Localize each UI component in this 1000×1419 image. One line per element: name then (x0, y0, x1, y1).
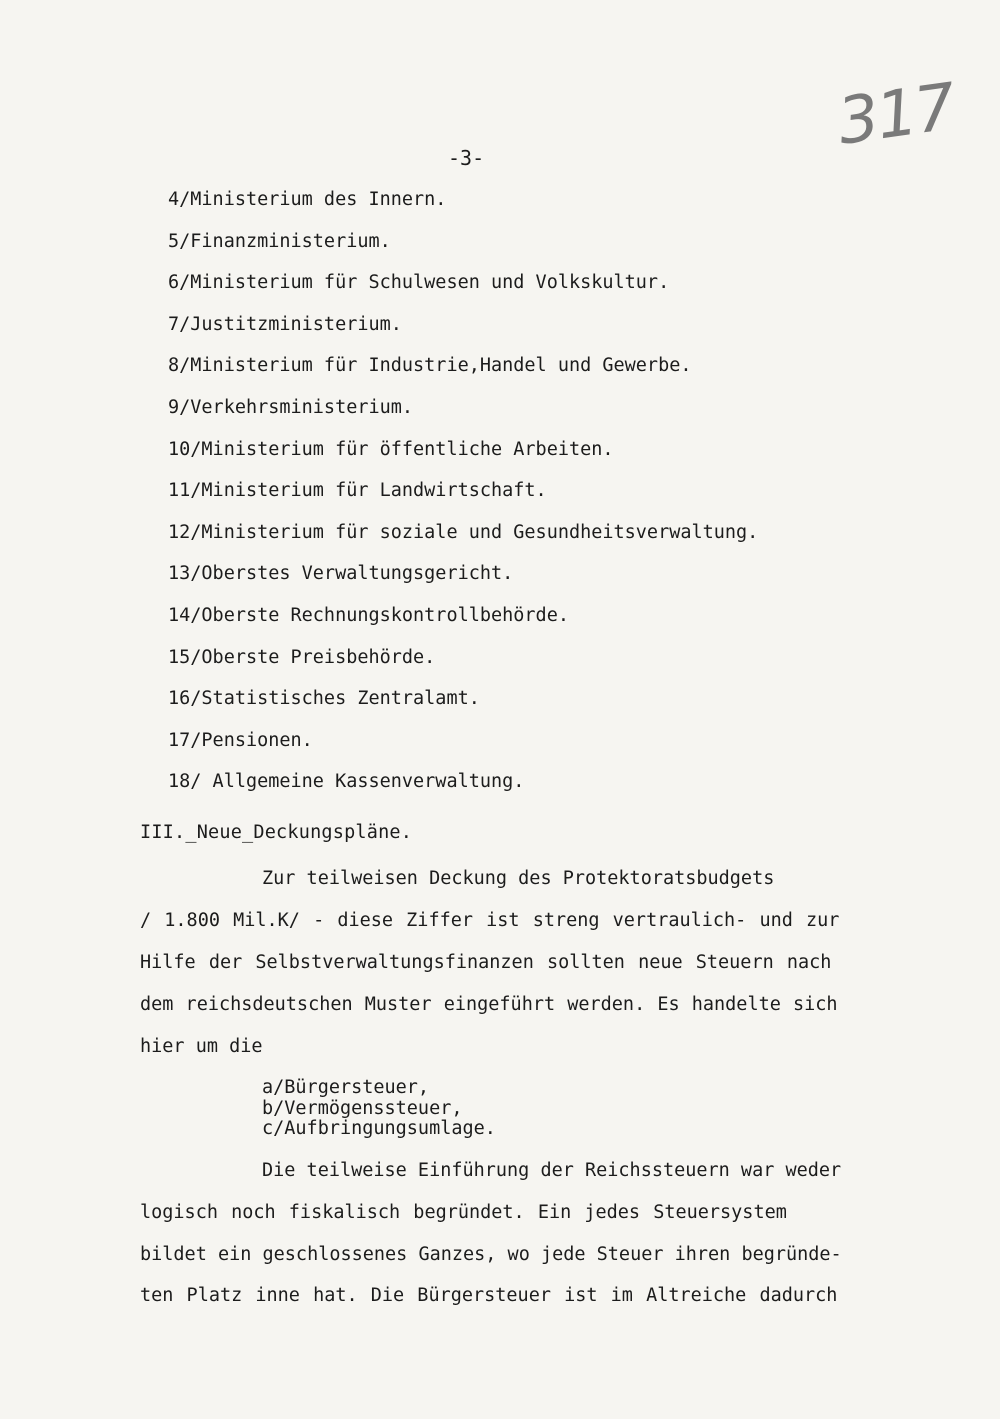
paragraph-line: Hilfe der Selbstverwaltungsfinanzen sollten neue Steuern nach (140, 952, 832, 973)
paragraph-line: dem reichsdeutschen Muster eingeführt werden. Es handelte sich (140, 994, 838, 1015)
tax-list (262, 1078, 496, 1140)
paragraph-line: bildet ein geschlossenes Ganzes, wo jede Steuer ihren begründe- (140, 1244, 842, 1265)
section-heading: III._Neue_Deckungspläne. (140, 822, 413, 843)
page-number: -3- (448, 146, 485, 170)
list-item: 15/Oberste Preisbehörde. (168, 646, 436, 668)
list-item: 7/Justitzministerium. (168, 313, 402, 335)
paragraph-line: Zur teilweisen Deckung des Protektoratsbudgets (262, 868, 775, 889)
ministry-list (168, 186, 758, 810)
list-item: 9/Verkehrsministerium. (168, 396, 414, 418)
list-item: 10/Ministerium für öffentliche Arbeiten. (168, 438, 614, 460)
list-item: 12/Ministerium für soziale und Gesundheitsverwaltung. (168, 521, 759, 543)
paragraph-line: / 1.800 Mil.K/ - diese Ziffer ist streng vertraulich- und zur (140, 910, 840, 931)
list-item: a/Bürgersteuer, (262, 1077, 430, 1098)
handwritten-folio-number: 317 (833, 70, 959, 160)
paragraph-line: hier um die (140, 1036, 263, 1057)
list-item: 5/Finanzministerium. (168, 230, 391, 252)
list-item: 14/Oberste Rechnungskontrollbehörde. (168, 604, 569, 626)
list-item: 6/Ministerium für Schulwesen und Volkskultur. (168, 272, 670, 294)
paragraph-line: logisch noch fiskalisch begründet. Ein jedes Steuersystem (140, 1202, 787, 1223)
list-item: b/Vermögenssteuer, (262, 1097, 463, 1119)
list-item: 16/Statistisches Zentralamt. (168, 688, 480, 710)
list-item: 18/ Allgemeine Kassenverwaltung. (168, 771, 525, 793)
list-item: 13/Oberstes Verwaltungsgericht. (168, 563, 514, 585)
list-item: 4/Ministerium des Innern. (168, 189, 447, 210)
paragraph-line: Die teilweise Einführung der Reichssteuern war weder (262, 1160, 842, 1181)
list-item: 8/Ministerium für Industrie,Handel und Gewerbe. (168, 355, 692, 377)
list-item: 17/Pensionen. (168, 729, 313, 751)
list-item: 11/Ministerium für Landwirtschaft. (168, 480, 547, 502)
list-item: c/Aufbringungsumlage. (262, 1118, 496, 1139)
paragraph-line: ten Platz inne hat. Die Bürgersteuer ist im Altreiche dadurch (140, 1285, 838, 1306)
